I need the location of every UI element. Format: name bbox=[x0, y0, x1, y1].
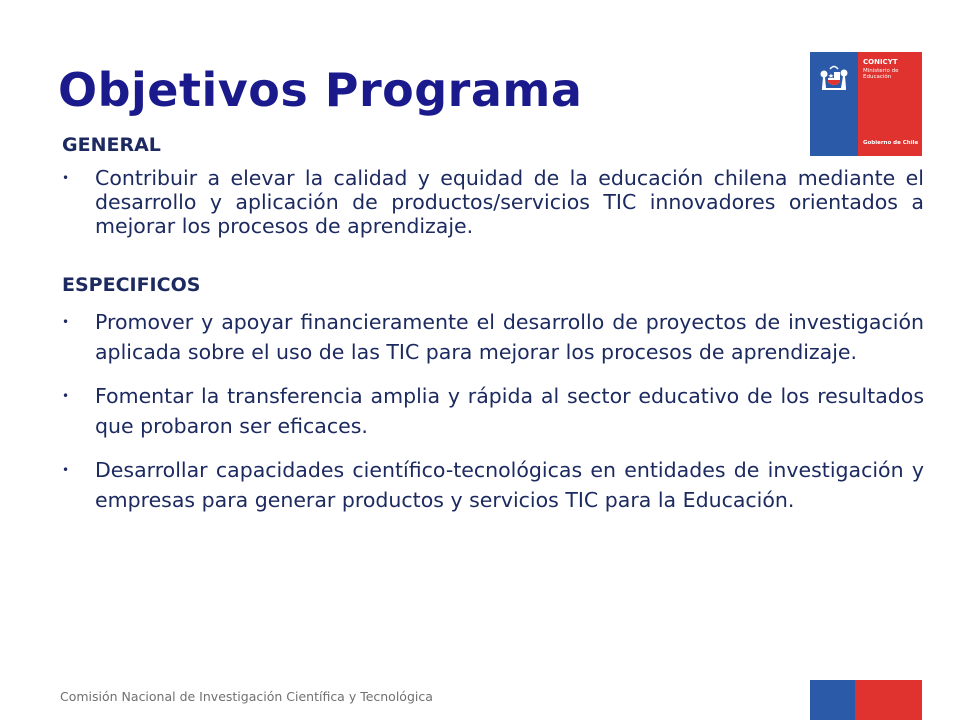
slide-content bbox=[62, 133, 924, 515]
logo-brand-name: CONICYT bbox=[863, 58, 898, 66]
slide-title: Objetivos Programa bbox=[58, 63, 583, 117]
general-section bbox=[62, 133, 924, 238]
footer-text: Comisión Nacional de Investigación Científica y Tecnológica bbox=[60, 689, 433, 704]
footer-flag-red bbox=[855, 680, 922, 720]
general-bullet-list bbox=[62, 166, 924, 238]
general-objective-item: • Contribuir a elevar la calidad y equidad de la educación chilena mediante el desarrollo y aplicación de productos/servicios TIC innovadores orientados a mejorar los procesos de aprendizaje. bbox=[62, 166, 924, 238]
specific-objective-item: • Promover y apoyar financieramente el desarrollo de proyectos de investigación aplicada sobre el uso de las TIC para mejorar los procesos de aprendizaje. bbox=[62, 307, 924, 367]
footer-flag-bar bbox=[810, 680, 922, 720]
general-heading: GENERAL bbox=[62, 134, 161, 156]
logo-ministry: Ministerio de Educación bbox=[863, 68, 899, 80]
specific-bullet-list bbox=[62, 307, 924, 515]
footer-flag-blue bbox=[810, 680, 855, 720]
specific-objective-item: • Desarrollar capacidades científico-tecnológicas en entidades de investigación y empresas para generar productos y servicios TIC para la Educación. bbox=[62, 455, 924, 515]
logo-government: Gobierno de Chile bbox=[863, 140, 919, 146]
specific-heading: ESPECIFICOS bbox=[62, 274, 201, 296]
specific-section bbox=[62, 273, 924, 515]
chile-coat-of-arms-icon bbox=[814, 58, 854, 98]
specific-objective-item: • Fomentar la transferencia amplia y rápida al sector educativo de los resultados que probaron ser eficaces. bbox=[62, 381, 924, 441]
